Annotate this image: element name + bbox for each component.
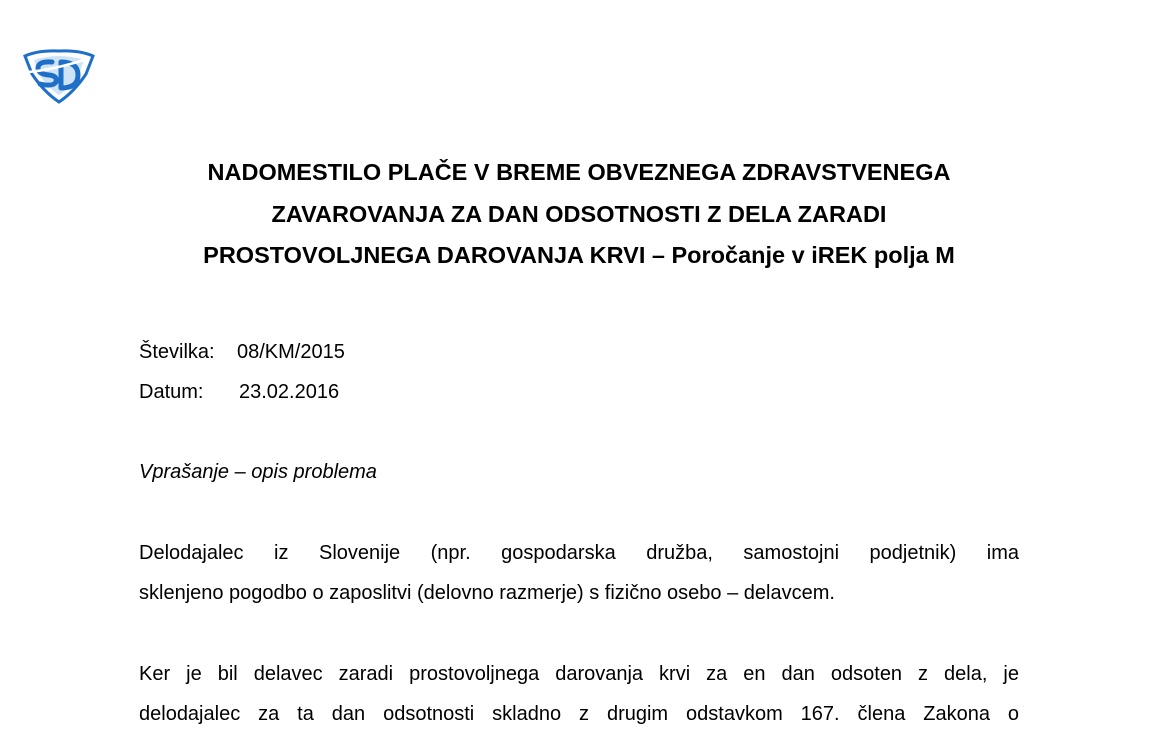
title-line-1: NADOMESTILO PLAČE V BREME OBVEZNEGA ZDRAVSTVENEGA	[207, 159, 951, 185]
document-date-label: Datum:	[139, 381, 204, 403]
document-date-row	[139, 380, 339, 404]
paragraph-2-line-2: delodajalec za ta dan odsotnosti skladno z drugim odstavkom 167. člena Zakona o	[139, 703, 1019, 725]
question-heading: Vprašanje – opis problema	[139, 461, 377, 483]
document-number-value: 08/KM/2015	[237, 341, 345, 363]
document-number-label: Številka:	[139, 341, 215, 363]
paragraph-1	[139, 533, 1019, 613]
document-date-value: 23.02.2016	[239, 381, 340, 403]
paragraph-2	[139, 654, 1019, 734]
paragraph-1-line-1: Delodajalec iz Slovenije (npr. gospodarska družba, samostojni podjetnik) ima	[139, 542, 1019, 564]
paragraph-1-line-2: sklenjeno pogodbo o zaposlitvi (delovno razmerje) s fizično osebo – delavcem.	[139, 582, 835, 604]
company-logo-icon	[22, 48, 96, 104]
paragraph-2-line-1: Ker je bil delavec zaradi prostovoljnega darovanja krvi za en dan odsoten z dela, je	[139, 663, 1019, 685]
title-line-2: ZAVAROVANJA ZA DAN ODSOTNOSTI Z DELA ZARADI	[271, 200, 887, 227]
title-line-3: PROSTOVOLJNEGA DAROVANJA KRVI – Poročanje v iREK polja M	[203, 242, 955, 268]
document-number-row	[139, 340, 345, 364]
document-title	[120, 152, 1038, 277]
